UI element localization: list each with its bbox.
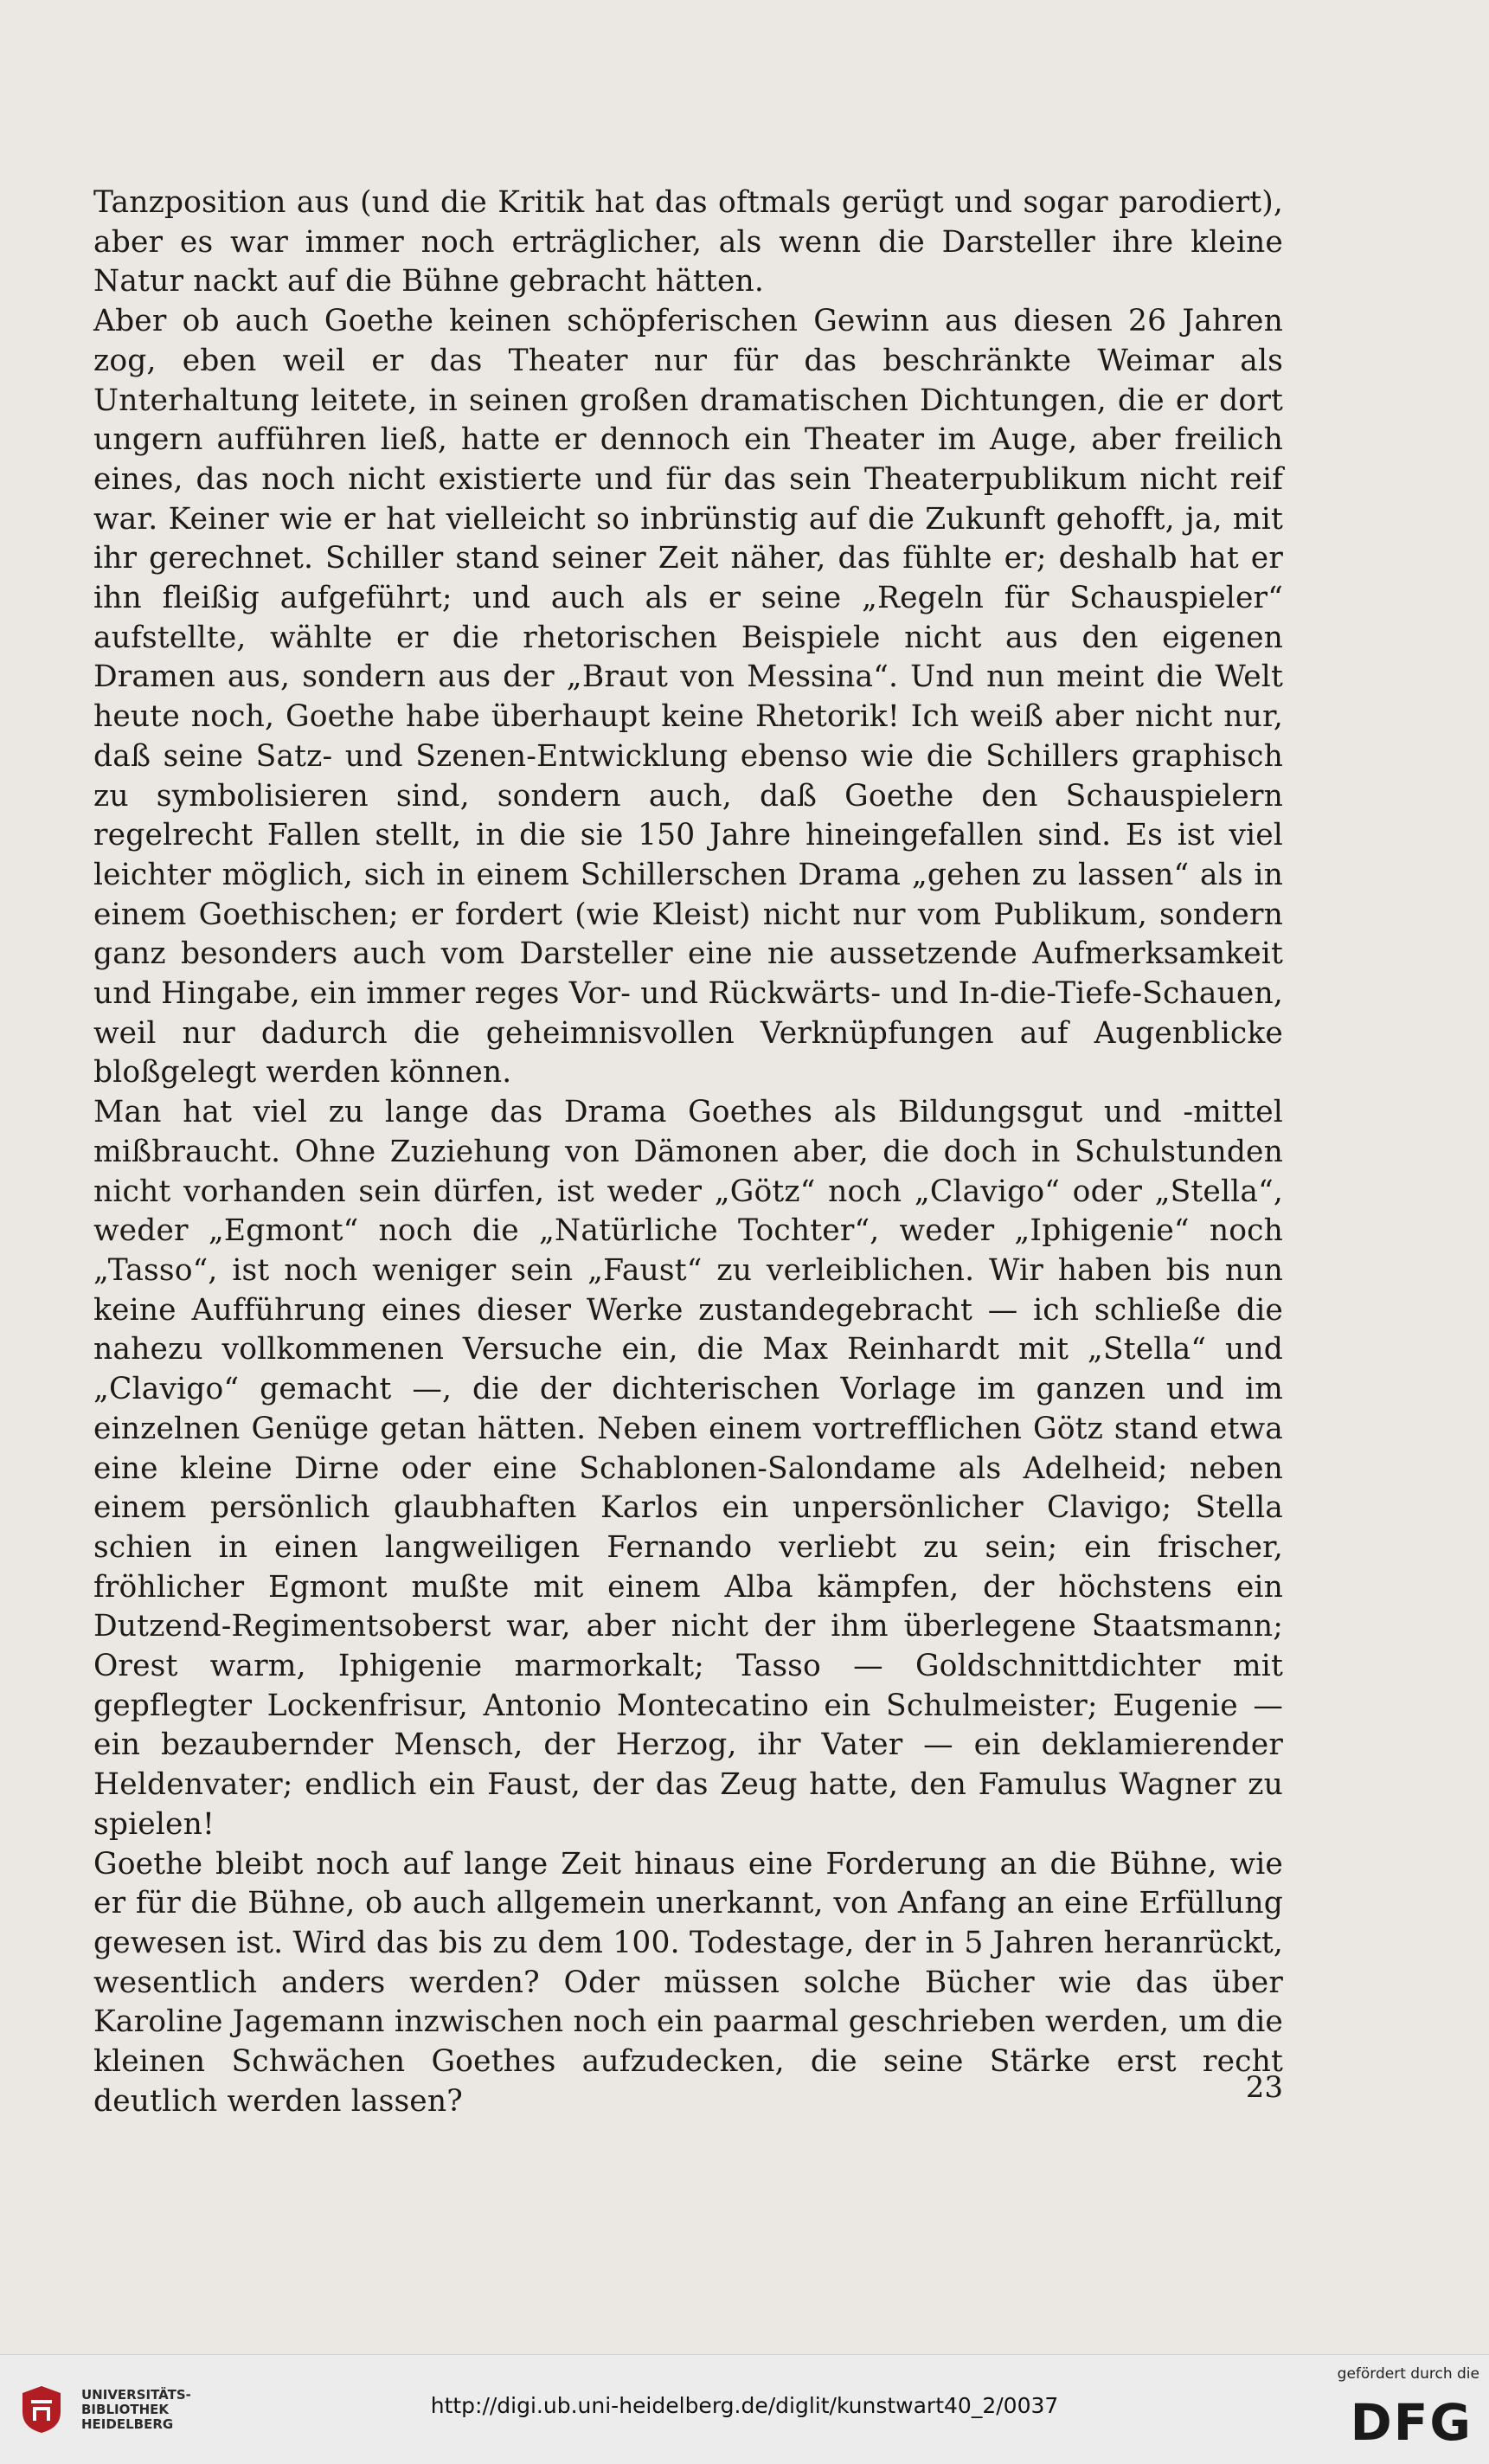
funding-caption: gefördert durch die	[1337, 2365, 1479, 2383]
university-name-line-1: UNIVERSITÄTS-	[81, 2387, 191, 2403]
university-name-line-3: HEIDELBERG	[81, 2416, 174, 2432]
permalink-url[interactable]: http://digi.ub.uni-heidelberg.de/diglit/kunstwart40_2/0037	[430, 2393, 1059, 2418]
paragraph-3: Man hat viel zu lange das Drama Goethes als Bildungsgut und -mittel mißbraucht. Ohne Zuziehung von Dämonen aber, die doch in Schulstunden nicht vorhanden sein dürfen, ist weder „Götz“ noch „Clavigo“ oder „Stella“, weder „Egmont“ noch die „Natürliche Tochter“, weder „Iphigenie“ noch „Tasso“, ist noch weniger sein „Faust“ zu verleiblichen. Wir haben bis nun keine Aufführung eines dieser Werke zustandegebracht — ich schließe die nahezu vollkommenen Versuche ein, die Max Reinhardt mit „Stella“ und „Clavigo“ gemacht —, die der dichterischen Vorlage im ganzen und im einzelnen Genüge getan hätten. Neben einem vortrefflichen Götz stand etwa eine kleine Dirne oder eine Schablonen-Salondame als Adelheid; neben einem persönlich glaubhaften Karlos ein unpersönlicher Clavigo; Stella schien in einen langweiligen Fernando verliebt zu sein; ein frischer, fröhlicher Egmont mußte mit einem Alba kämpfen, der höchstens ein Dutzend-Regimentsoberst war, aber nicht der ihm überlegene Staatsmann; Orest warm, Iphigenie marmorkalt; Tasso — Goldschnittdichter mit gepflegter Lockenfrisur, Antonio Montecatino ein Schulmeister; Eugenie — ein bezaubernder Mensch, der Herzog, ihr Vater — ein deklamierender Heldenvater; endlich ein Faust, der das Zeug hatte, den Famulus Wagner zu spielen!	[93, 1095, 1283, 1842]
paragraph-2: Aber ob auch Goethe keinen schöpferischen Gewinn aus diesen 26 Jahren zog, eben weil er das Theater nur für das beschränkte Weimar als Unterhaltung leitete, in seinen großen dramatischen Dichtungen, die er dort ungern aufführen ließ, hatte er dennoch ein Theater im Auge, aber freilich eines, das noch nicht existierte und für das sein Theaterpublikum nicht reif war. Keiner wie er hat vielleicht so inbrünstig auf die Zukunft gehofft, ja, mit ihr gerechnet. Schiller stand seiner Zeit näher, das fühlte er; deshalb hat er ihn fleißig aufgeführt; und auch als er seine „Regeln für Schauspieler“ aufstellte, wählte er die rhetorischen Beispiele nicht aus den eigenen Dramen aus, sondern aus der „Braut von Messina“. Und nun meint die Welt heute noch, Goethe habe überhaupt keine Rhetorik! Ich weiß aber nicht nur, daß seine Satz- und Szenen-Entwicklung ebenso wie die Schillers graphisch zu symbolisieren sind, sondern auch, daß Goethe den Schauspielern regelrecht Fallen stellt, in die sie 150 Jahre hineingefallen sind. Es ist viel leichter möglich, sich in einem Schillerschen Drama „gehen zu lassen“ als in einem Goethischen; er fordert (wie Kleist) nicht nur vom Publikum, sondern ganz besonders auch vom Darsteller eine nie aussetzende Aufmerksamkeit und Hingabe, ein immer reges Vor- und Rückwärts- und In-die-Tiefe-Schauen, weil nur dadurch die geheimnisvollen Verknüpfungen auf Augenblicke bloßgelegt werden können.	[93, 304, 1283, 1090]
viewer-footer	[0, 2354, 1489, 2464]
university-name-line-2: BIBLIOTHEK	[81, 2402, 169, 2417]
dfg-funding[interactable]	[1324, 2365, 1479, 2456]
page-number: 23	[1245, 2070, 1283, 2105]
paragraph-4: Goethe bleibt noch auf lange Zeit hinaus eine Forderung an die Bühne, wie er für die Bühne, ob auch allgemein unerkannt, von Anfang an eine Erfüllung gewesen ist. Wird das bis zu dem 100. Todestage, der in 5 Jahren heranrückt, wesentlich anders werden? Oder müssen solche Bücher wie das über Karoline Jagemann inzwischen noch ein paarmal geschrieben werden, um die kleinen Schwächen Goethes aufzudecken, die seine Stärke erst recht deutlich werden lassen?	[93, 1846, 1283, 2119]
dfg-logo: DFG	[1350, 2393, 1473, 2452]
body-text	[93, 183, 1283, 2121]
paragraph-1: Tanzposition aus (und die Kritik hat das oftmals gerügt und sogar parodiert), aber es war immer noch erträglicher, als wenn die Darsteller ihre kleine Natur nackt auf die Bühne gebracht hätten.	[93, 185, 1283, 299]
